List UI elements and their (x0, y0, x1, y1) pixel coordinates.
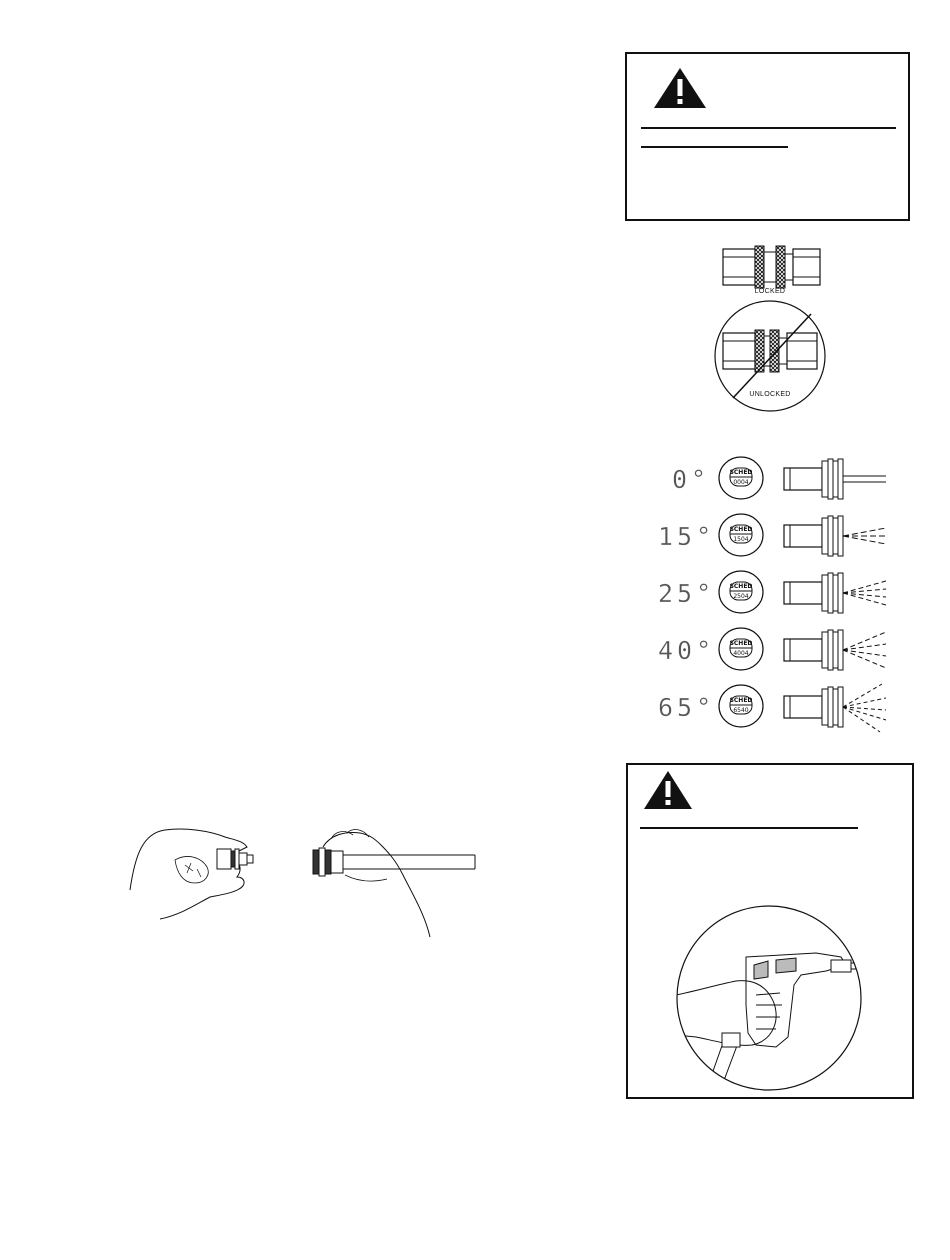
nozzle-code: 2504 (733, 593, 749, 600)
nozzle-row (650, 456, 900, 502)
quick-connect-hands-illustration (125, 825, 480, 940)
coupler-unlocked-label: UNLOCKED (749, 391, 791, 398)
warning-triangle-icon (652, 66, 708, 110)
nozzle-row (650, 513, 900, 559)
coupler-figure (700, 240, 840, 420)
nozzle-brand: SCHED (729, 640, 753, 647)
warning-box-bottom (626, 763, 914, 1099)
nozzle-angle-label: 25° (658, 579, 716, 608)
nozzle-brand: SCHED (729, 526, 753, 533)
nozzle-side-view (782, 513, 900, 559)
warning-rule-short (641, 146, 788, 148)
nozzle-brand: SCHED (729, 469, 753, 476)
nozzle-side-view (782, 456, 900, 502)
nozzle-row (650, 570, 900, 616)
nozzle-chart (650, 450, 900, 740)
coupler-locked-label: LOCKED (754, 288, 786, 295)
nozzle-code: 4004 (733, 650, 749, 657)
nozzle-code: 6540 (733, 707, 749, 714)
warning-triangle-icon (642, 769, 694, 811)
nozzle-angle-label: 15° (658, 522, 716, 551)
nozzle-tip-face (716, 684, 766, 728)
nozzle-brand: SCHED (729, 697, 753, 704)
nozzle-brand: SCHED (729, 583, 753, 590)
warning-rule (640, 827, 858, 829)
nozzle-row (650, 684, 900, 734)
nozzle-side-view (782, 684, 900, 734)
nozzle-angle-label: 65° (658, 693, 716, 722)
nozzle-angle-label: 0° (672, 465, 711, 494)
nozzle-code: 0004 (733, 479, 749, 486)
coupler-unlocked-drawing (709, 300, 831, 416)
nozzle-tip-face (716, 456, 766, 500)
nozzle-tip-face (716, 513, 766, 557)
warning-box-top (625, 52, 910, 221)
nozzle-tip-face (716, 627, 766, 671)
nozzle-code: 1504 (733, 536, 749, 543)
nozzle-tip-face (716, 570, 766, 614)
warning-rule-long (641, 127, 896, 129)
nozzle-angle-label: 40° (658, 636, 716, 665)
nozzle-row (650, 627, 900, 673)
spray-gun-grip-illustration (676, 905, 862, 1091)
coupler-locked-drawing (722, 244, 822, 290)
nozzle-side-view (782, 627, 900, 673)
nozzle-side-view (782, 570, 900, 616)
